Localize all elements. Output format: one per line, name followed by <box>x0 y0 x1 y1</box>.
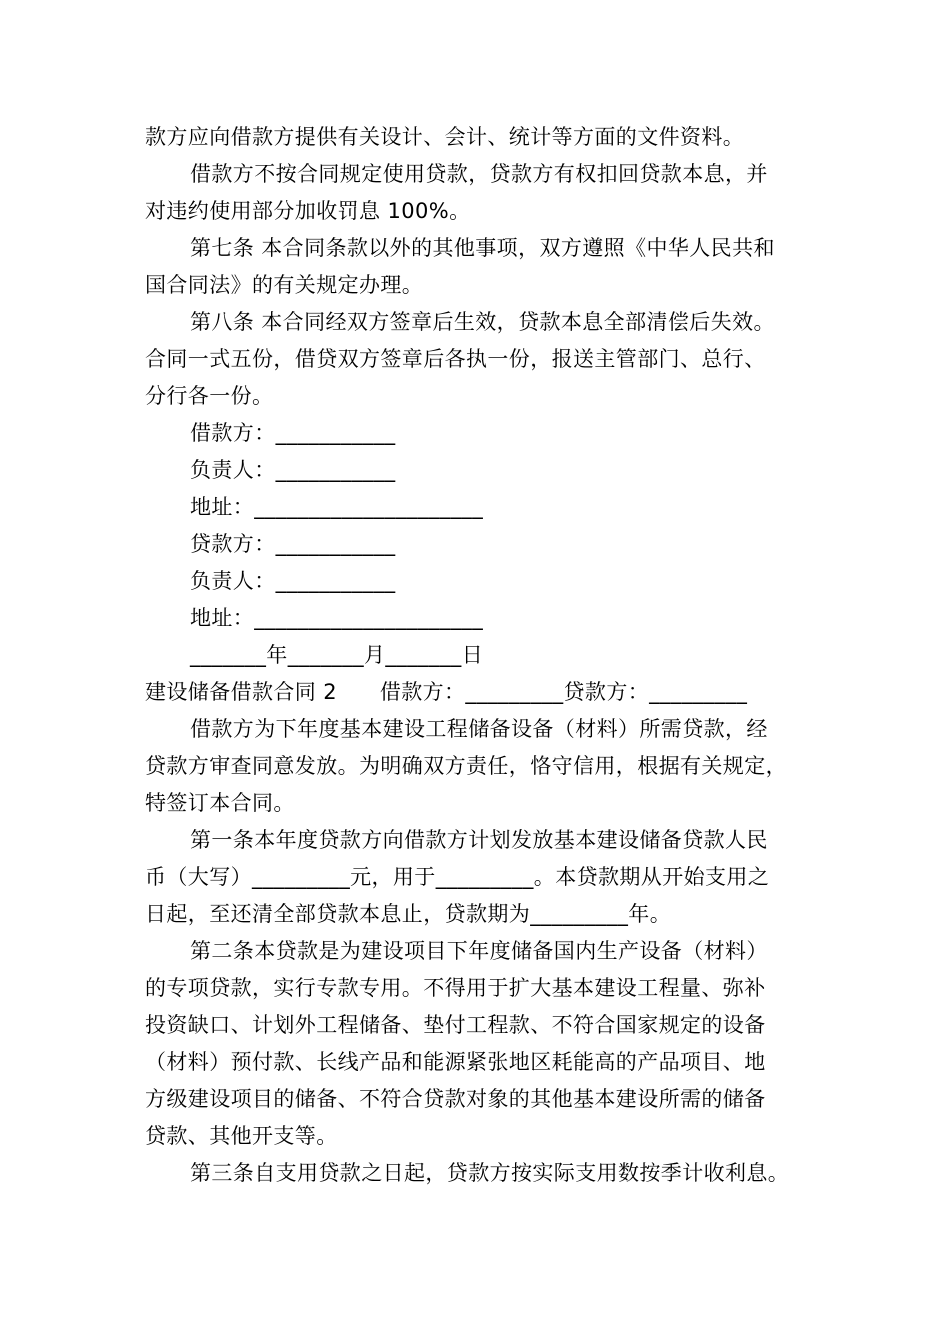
text-line: 款方应向借款方提供有关设计、会计、统计等方面的文件资料。 <box>145 125 745 149</box>
text-line: 特签订本合同。 <box>145 791 295 815</box>
contract-title: 建设储备借款合同 2 借款方：_________贷款方：_________ <box>145 680 748 704</box>
text-line: （材料）预付款、长线产品和能源紧张地区耗能高的产品项目、地 <box>145 1050 766 1074</box>
text-line: 方级建设项目的储备、不符合贷款对象的其他基本建设所需的储备 <box>145 1087 766 1111</box>
text-line: 的专项贷款，实行专款专用。不得用于扩大基本建设工程量、弥补 <box>145 976 766 1000</box>
signature-field: 借款方：___________ <box>190 421 396 445</box>
text-line: 第二条本贷款是为建设项目下年度储备国内生产设备（材料） <box>190 939 768 963</box>
signature-field: 负责人：___________ <box>190 458 396 482</box>
text-line: 投资缺口、计划外工程储备、垫付工程款、不符合国家规定的设备 <box>145 1013 766 1037</box>
text-line: 币（大写）_________元，用于_________。本贷款期从开始支用之 <box>145 865 770 889</box>
text-line: 日起，至还清全部贷款本息止，贷款期为_________年。 <box>145 902 672 926</box>
text-line: 合同一式五份，借贷双方签章后各执一份，报送主管部门、总行、 <box>145 347 766 371</box>
text-line: 借款方为下年度基本建设工程储备设备（材料）所需贷款，经 <box>190 717 768 741</box>
text-line: 贷款、其他开支等。 <box>145 1124 338 1148</box>
signature-field: 地址：_____________________ <box>190 606 484 630</box>
text-line: 第三条自支用贷款之日起，贷款方按实际支用数按季计收利息。 <box>190 1161 790 1185</box>
text-line: 第八条 本合同经双方签章后生效，贷款本息全部清偿后失效。 <box>190 310 775 334</box>
signature-field: 负责人：___________ <box>190 569 396 593</box>
signature-field: 贷款方：___________ <box>190 532 396 556</box>
text-line: 国合同法》的有关规定办理。 <box>145 273 424 297</box>
date-field: _______年_______月_______日 <box>190 643 484 667</box>
text-line: 分行各一份。 <box>145 384 274 408</box>
text-line: 对违约使用部分加收罚息 100%。 <box>145 199 471 223</box>
text-line: 第七条 本合同条款以外的其他事项，双方遵照《中华人民共和 <box>190 236 775 260</box>
text-line: 借款方不按合同规定使用贷款，贷款方有权扣回贷款本息，并 <box>190 162 768 186</box>
text-line: 贷款方审查同意发放。为明确双方责任，恪守信用，根据有关规定， <box>145 754 787 778</box>
signature-field: 地址：_____________________ <box>190 495 484 519</box>
text-line: 第一条本年度贷款方向借款方计划发放基本建设储备贷款人民 <box>190 828 768 852</box>
